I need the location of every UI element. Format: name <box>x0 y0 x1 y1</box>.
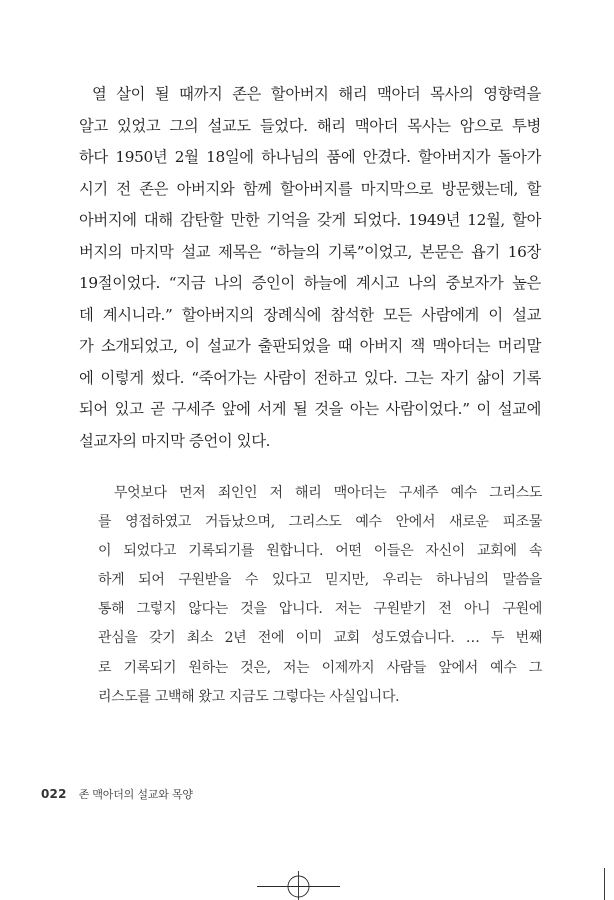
quote-line: 이 되었다고 기록되기를 원합니다. 어떤 이들은 자신이 교회에 속 <box>98 543 542 560</box>
body-line: 아버지에 대해 감탄할 만한 기억을 갖게 되었다. 1949년 12월, 할아 <box>79 211 541 229</box>
page-number: 022 <box>41 787 67 801</box>
body-paragraph <box>79 79 541 457</box>
quote-line: 로 기록되기 원하는 것은, 저는 이제까지 사람들 앞에서 예수 그 <box>98 659 542 676</box>
body-line: 열 살이 될 때까지 존은 할아버지 해리 맥아더 목사의 영향력을 <box>92 85 541 103</box>
body-line: 알고 있었고 그의 설교도 들었다. 해리 맥아더 목사는 암으로 투병 <box>79 116 541 135</box>
quote-line: 관심을 갖기 최소 2년 전에 이미 교회 성도였습니다. … 두 번째 <box>98 630 542 647</box>
page-footer <box>41 784 193 804</box>
quote-line: 하게 되어 구원받을 수 있다고 믿지만, 우리는 하나님의 말씀을 <box>98 572 542 589</box>
body-line: 되어 있고 곧 구세주 앞에 서게 될 것을 아는 사람이었다.” 이 설교에 <box>79 400 541 418</box>
body-line: 에 이렇게 썼다. “죽어가는 사람이 전하고 있다. 그는 자기 삶이 기록 <box>79 368 541 387</box>
body-line: 19절이었다. “지금 나의 증인이 하늘에 계시고 나의 중보자가 높은 <box>79 274 541 292</box>
body-line: 시기 전 존은 아버지와 함께 할아버지를 마지막으로 방문했는데, 할 <box>79 179 541 198</box>
body-line: 하다 1950년 2월 18일에 하나님의 품에 안겼다. 할아버지가 돌아가 <box>79 148 541 166</box>
block-quote <box>98 479 542 712</box>
body-line: 버지의 마지막 설교 제목은 “하늘의 기록”이었고, 본문은 욥기 16장 <box>79 242 541 261</box>
running-title: 존 맥아더의 설교와 목양 <box>78 788 193 801</box>
quote-line: 를 영접하였고 거듭났으며, 그리스도 예수 안에서 새로운 피조물 <box>98 514 542 531</box>
body-line: 설교자의 마지막 증언이 있다. <box>79 431 271 450</box>
quote-line: 무엇보다 먼저 죄인인 저 해리 맥아더는 구세주 예수 그리스도 <box>114 485 542 501</box>
body-line: 데 계시니라.” 할아버지의 장례식에 참석한 모든 사람에게 이 설교 <box>79 305 541 324</box>
body-line: 가 소개되었고, 이 설교가 출판되었을 때 아버지 잭 맥아더는 머리말 <box>79 337 541 355</box>
quote-line: 통해 그렇지 않다는 것을 압니다. 저는 구원받기 전 아니 구원에 <box>98 601 542 618</box>
quote-line: 리스도를 고백해 왔고 지금도 그렇다는 사실입니다. <box>98 688 400 705</box>
